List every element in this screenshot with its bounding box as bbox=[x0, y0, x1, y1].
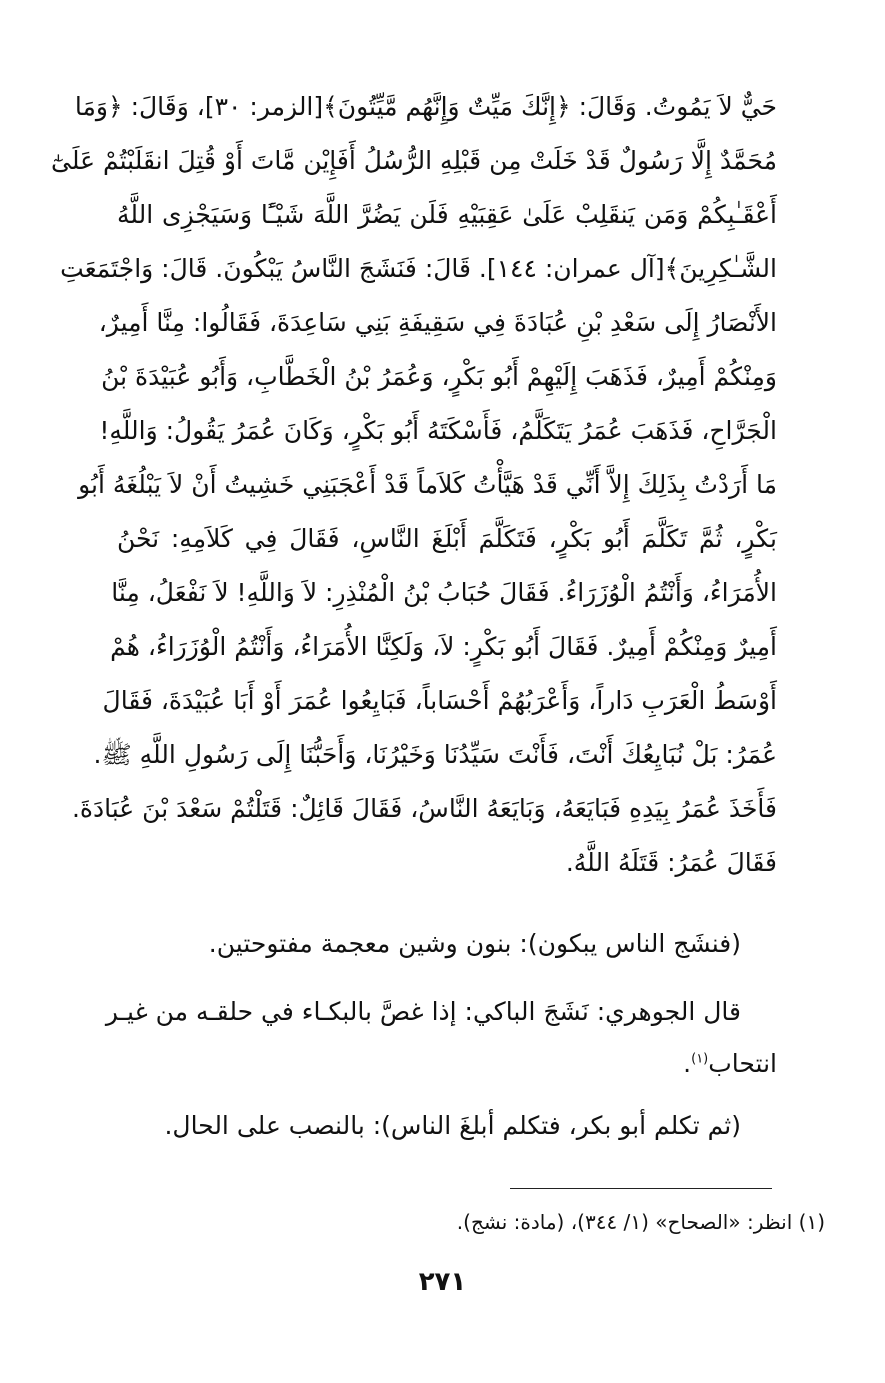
commentary-note-2 bbox=[105, 986, 777, 1090]
text-line: فَقَالَ عُمَرُ: قَتَلَهُ اللَّهُ. bbox=[565, 848, 777, 877]
text-line: أَعْقَـٰبِكُمْ وَمَن يَنقَلِبْ عَلَىٰ عَقِبَيْهِ فَلَن يَضُرَّ اللَّهَ شَيْـًٔا وَسَيَجْزِى اللَّهُ bbox=[117, 200, 777, 229]
text-line: الشَّـٰكِرِينَ﴾[آل عمران: ١٤٤]. قَالَ: فَنَشَجَ النَّاسُ يَبْكُونَ. قَالَ: وَاجْتَمَعَتِ bbox=[60, 254, 777, 283]
footnote: (١) انظر: «الصحاح» (١/ ٣٤٤)، (مادة: نشج). bbox=[456, 1210, 825, 1234]
text-line: مُحَمَّدٌ إِلَّا رَسُولٌ قَدْ خَلَتْ مِن قَبْلِهِ الرُّسُلُ أَفَإِيْن مَّاتَ أَوْ قُتِلَ انقَلَبْتُمْ عَلَىٰٓ bbox=[51, 146, 777, 175]
commentary-line: (ثم تكلم أبو بكر، فتكلم أبلغَ الناس): بالنصب على الحال. bbox=[164, 1111, 741, 1140]
text-line: مَا أَرَدْتُ بِذَلِكَ إِلاَّ أَنِّي قَدْ هَيَّأْتُ كَلاَماً قَدْ أَعْجَبَنِي خَشِيتُ أَنْ لاَ يَبْلُغَهُ أَبُو bbox=[78, 470, 777, 499]
text-line: بَكْرٍ، ثُمَّ تَكَلَّمَ أَبُو بَكْرٍ، فَتَكَلَّمَ أَبْلَغَ النَّاسِ، فَقَالَ فِي كَلاَمِهِ: نَحْنُ bbox=[117, 524, 777, 553]
text-line: حَيٌّ لاَ يَمُوتُ. وَقَالَ: ﴿إِنَّكَ مَيِّتٌ وَإِنَّهُم مَّيِّتُونَ﴾[الزمر: ٣٠]، وَقَالَ: ﴿وَمَا bbox=[74, 92, 777, 121]
text-line: أَوْسَطُ الْعَرَبِ دَاراً، وَأَعْرَبُهُمْ أَحْسَاباً، فَبَايِعُوا عُمَرَ أَوْ أَبَا عُبَيْدَةَ، فَقَالَ bbox=[102, 686, 777, 715]
commentary-note-1 bbox=[117, 918, 777, 970]
commentary-line: قال الجوهري: نَشَجَ الباكي: إذا غصَّ بالبكـاء في حلقـه من غيـر bbox=[105, 997, 741, 1026]
commentary-line: (فنشَج الناس يبكون): بنون وشين معجمة مفتوحتين. bbox=[208, 929, 741, 958]
text-line: الْجَرَّاحِ، فَذَهَبَ عُمَرُ يَتَكَلَّمُ، فَأَسْكَتَهُ أَبُو بَكْرٍ، وَكَانَ عُمَرُ يَقُولُ: وَاللَّهِ! bbox=[99, 416, 777, 445]
footnote-divider bbox=[510, 1188, 772, 1189]
commentary-line bbox=[117, 1038, 777, 1090]
footnote-reference: (١) bbox=[691, 1051, 709, 1067]
text-line: الأَنْصَارُ إِلَى سَعْدِ بْنِ عُبَادَةَ فِي سَقِيفَةِ بَنِي سَاعِدَةَ، فَقَالُوا: مِنَّا أَمِيرٌ، bbox=[98, 308, 777, 337]
commentary-text: انتحاب bbox=[708, 1049, 777, 1078]
page-number: ٢٧١ bbox=[418, 1267, 467, 1297]
text-line: أَمِيرٌ وَمِنْكُمْ أَمِيرٌ. فَقَالَ أَبُو بَكْرٍ: لاَ، وَلَكِنَّا الأُمَرَاءُ، وَأَنْتُمُ الْوُزَرَاءُ، هُمْ bbox=[110, 632, 777, 661]
text-line: فَأَخَذَ عُمَرُ بِيَدِهِ فَبَايَعَهُ، وَبَايَعَهُ النَّاسُ، فَقَالَ قَائِلٌ: قَتَلْتُمْ سَعْدَ بْنَ عُبَادَةَ. bbox=[71, 794, 777, 823]
commentary-note-3 bbox=[117, 1100, 777, 1152]
commentary-text: . bbox=[683, 1049, 692, 1078]
text-line: وَمِنْكُمْ أَمِيرٌ، فَذَهَبَ إِلَيْهِمْ أَبُو بَكْرٍ، وَعُمَرُ بْنُ الْخَطَّابِ، وَأَبُو عُبَيْدَةَ بْنُ bbox=[101, 362, 777, 391]
text-line: عُمَرُ: بَلْ نُبَايِعُكَ أَنْتَ، فَأَنْتَ سَيِّدُنَا وَخَيْرُنَا، وَأَحَبُّنَا إِلَى رَسُولِ اللَّهِ ﷺ. bbox=[93, 740, 777, 769]
text-line: الأُمَرَاءُ، وَأَنْتُمُ الْوُزَرَاءُ. فَقَالَ حُبَابُ بْنُ الْمُنْذِرِ: لاَ وَاللَّهِ! لاَ نَفْعَلُ، مِنَّا bbox=[111, 578, 777, 607]
main-text bbox=[51, 80, 777, 890]
